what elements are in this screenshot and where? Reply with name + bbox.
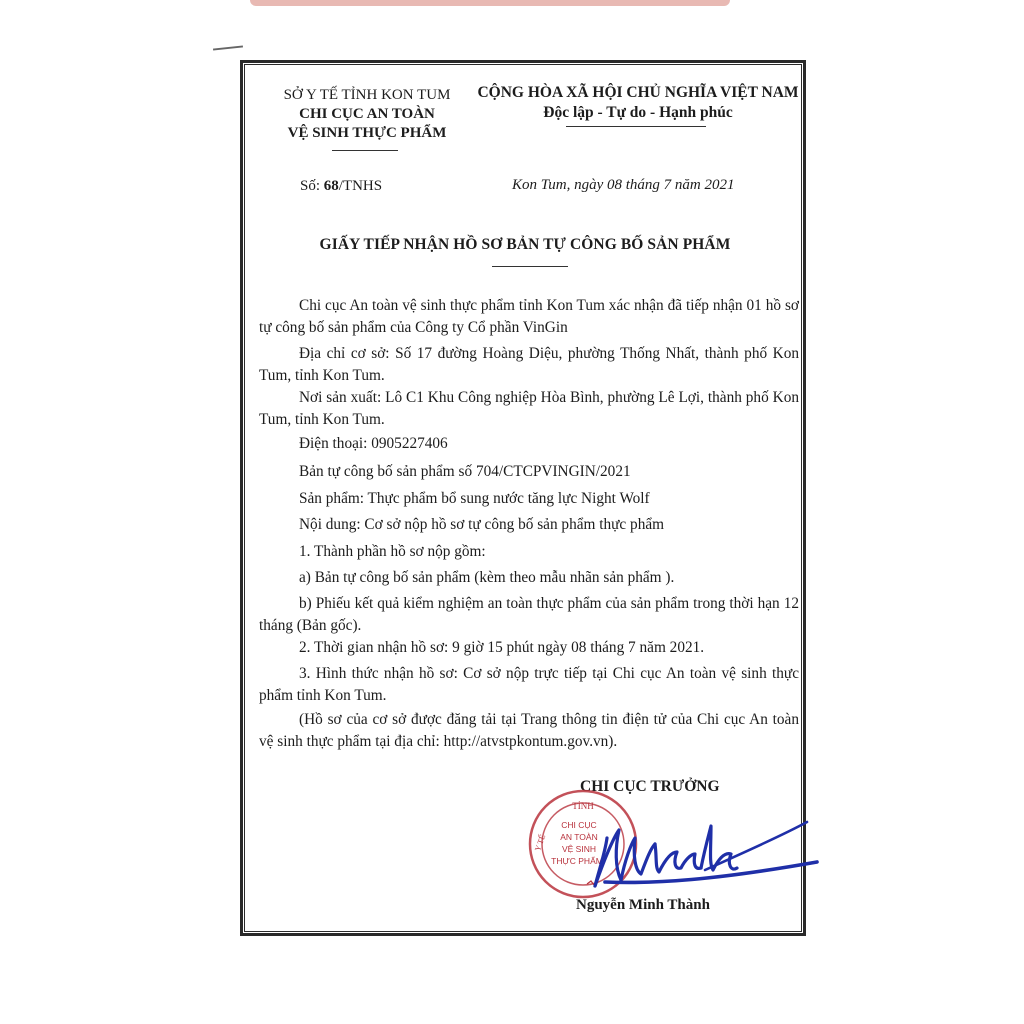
agency-name-line1: CHI CỤC AN TOÀN (299, 106, 435, 122)
paragraph-production-site: Nơi sản xuất: Lô C1 Khu Công nghiệp Hòa Bình, phường Lê Lợi, thành phố Kon Tum, tỉnh Kon Tum. (259, 389, 799, 428)
list-item-receipt-time: 2. Thời gian nhận hồ sơ: 9 giờ 15 phút ngày 08 tháng 7 năm 2021. (299, 639, 705, 656)
nation-motto: Độc lập - Tự do - Hạnh phúc (543, 104, 733, 121)
agency-parent: SỞ Y TẾ TỈNH KON TUM (283, 87, 451, 103)
doc-number-value: 68 (323, 178, 339, 194)
document-number (300, 178, 382, 195)
title-underline (492, 266, 568, 267)
paragraph-website-note: (Hồ sơ của cơ sở được đăng tải tại Trang thông tin điện tử của Chi cục An toàn vệ sinh thực phẩm tại địa chỉ: http://atvstpkontum.gov.vn). (259, 711, 799, 750)
scan-mark (213, 45, 243, 50)
nation-name: CỘNG HÒA XÃ HỘI CHỦ NGHĨA VIỆT NAM (477, 84, 799, 101)
paragraph-intro: Chi cục An toàn vệ sinh thực phẩm tỉnh Kon Tum xác nhận đã tiếp nhận 01 hồ sơ tự công bố sản phẩm của Công ty Cổ phần VinGin (259, 297, 799, 336)
seal-line-2: AN TOÀN (560, 832, 598, 842)
list-item-a: a) Bản tự công bố sản phẩm (kèm theo mẫu nhãn sản phẩm ). (299, 569, 675, 586)
paragraph-declaration-number: Bản tự công bố sản phẩm số 704/CTCPVINGIN/2021 (299, 463, 631, 480)
agency-underline (332, 150, 398, 151)
agency-name-line2: VỆ SINH THỰC PHẨM (287, 125, 447, 141)
seal-line-4: THỰC PHẨM (551, 856, 603, 866)
list-item-receipt-method: 3. Hình thức nhận hồ sơ: Cơ sở nộp trực tiếp tại Chi cục An toàn vệ sinh thực phẩm tỉnh Kon Tum. (259, 665, 799, 704)
agency-header (262, 86, 472, 143)
seal-side-text: Y TẾ (533, 833, 548, 853)
seal-top-text: TỈNH (572, 801, 594, 811)
issue-date: Kon Tum, ngày 08 tháng 7 năm 2021 (512, 177, 735, 193)
doc-number-suffix: /TNHS (338, 178, 383, 194)
nation-header (468, 83, 808, 123)
handwritten-signature (585, 808, 820, 893)
seal-line-3: VỆ SINH (561, 844, 597, 854)
list-item-b: b) Phiếu kết quả kiểm nghiệm an toàn thực phẩm của sản phẩm trong thời hạn 12 tháng (Bản gốc). (259, 595, 799, 634)
motto-underline (566, 126, 706, 127)
seal-line-1: CHI CỤC (561, 820, 597, 830)
signer-name: Nguyễn Minh Thành (576, 897, 710, 913)
scan-edge-mark (250, 0, 730, 6)
paragraph-address: Địa chỉ cơ sở: Số 17 đường Hoàng Diệu, phường Thống Nhất, thành phố Kon Tum, tỉnh Kon Tum. (259, 345, 799, 384)
list-heading-dossier: 1. Thành phần hồ sơ nộp gồm: (299, 543, 486, 560)
document-title: GIẤY TIẾP NHẬN HỒ SƠ BẢN TỰ CÔNG BỐ SẢN PHẨM (319, 236, 731, 253)
paragraph-content: Nội dung: Cơ sở nộp hồ sơ tự công bố sản phẩm thực phẩm (299, 516, 665, 533)
paragraph-product: Sản phẩm: Thực phẩm bổ sung nước tăng lực Night Wolf (299, 490, 650, 507)
doc-number-prefix: Số: (300, 178, 324, 194)
signer-title: CHI CỤC TRƯỞNG (580, 778, 720, 795)
paragraph-phone: Điện thoại: 0905227406 (299, 435, 448, 452)
